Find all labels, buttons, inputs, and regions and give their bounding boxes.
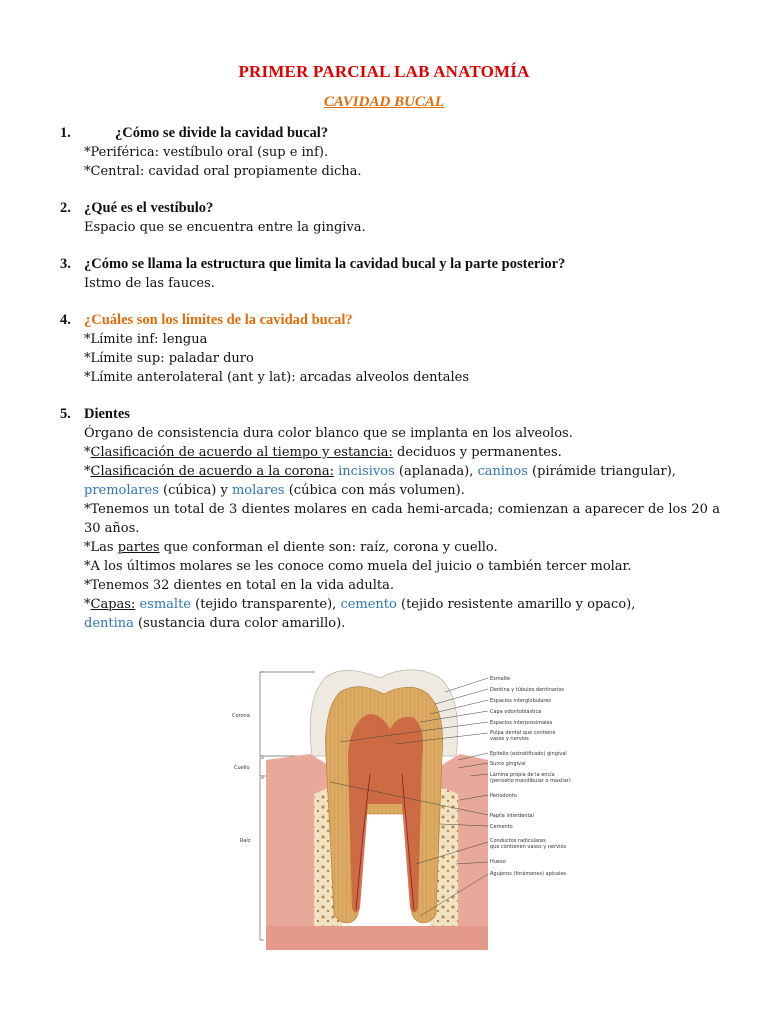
answer-line: *Las partes que conforman el diente son: raíz, corona y cuello. [84, 540, 498, 555]
answer-line: *Límite sup: paladar duro [84, 351, 254, 366]
answer-line: *Periférica: vestíbulo oral (sup e inf). [84, 145, 329, 160]
question-text: ¿Cómo se divide la cavidad bucal? [115, 125, 329, 141]
label-lamina-propia-2: (periostio mandibular o maxilar) [490, 778, 571, 784]
label-surco-gingival: Surco gingival [490, 761, 526, 767]
highlight-term: caninos [477, 464, 528, 479]
underlined-term: Clasificación de acuerdo al tiempo y estancia: [90, 445, 393, 460]
label-pulpa: Pulpa dental que contiene [490, 730, 556, 736]
highlight-term: dentina [84, 616, 134, 631]
question-list [60, 124, 720, 633]
label-cuello: Cuello [234, 765, 250, 771]
question-3 [60, 255, 720, 293]
answer-line: *Límite anterolateral (ant y lat): arcadas alveolos dentales [84, 370, 470, 385]
question-number: 5. [60, 406, 71, 422]
answer [60, 424, 720, 633]
question-4 [60, 311, 720, 387]
highlight-term: premolares [84, 483, 159, 498]
answer-line: *Capas: esmalte (tejido transparente), cemento (tejido resistente amarillo y opaco), [84, 597, 636, 612]
question-5 [60, 405, 720, 633]
label-agujeros: Agujeros (forámenes) apicales [490, 871, 567, 877]
answer-line: premolares (cúbica) y molares (cúbica con más volumen). [84, 483, 465, 498]
label-espacios-interprosimales: Espacios interprosimales [490, 720, 553, 726]
answer-line: *A los últimos molares se les conoce como muela del juicio o también tercer molar. [84, 559, 632, 574]
question-text: ¿Cuáles son los límites de la cavidad bucal? [84, 312, 353, 328]
label-espacios-interglobulares: Espacios interglobulares [490, 698, 552, 704]
label-hueso: Hueso [490, 859, 506, 865]
answer [60, 330, 720, 387]
label-lamina-propia: Lámina propia de la encía [490, 772, 555, 778]
answer-line: Espacio que se encuentra entre la gingiva. [84, 220, 366, 235]
label-conductos: Conductos radiculares [490, 838, 546, 844]
question-text: Dientes [84, 406, 130, 422]
underlined-term: Capas: [90, 597, 136, 612]
answer-line: Órgano de consistencia dura color blanco que se implanta en los alveolos. [84, 426, 573, 441]
tooth-anatomy-figure [230, 664, 595, 950]
gum-base [266, 926, 488, 950]
answer-line: *Clasificación de acuerdo a la corona: incisivos (aplanada), caninos (pirámide triangular), [84, 464, 676, 479]
question-text: ¿Cómo se llama la estructura que limita la cavidad bucal y la parte posterior? [84, 256, 566, 272]
label-esmalte: Esmalte [490, 676, 511, 682]
label-papila: Papila interdental [490, 813, 534, 819]
answer-line: *Límite inf: lengua [84, 332, 208, 347]
question-number: 2. [60, 200, 71, 216]
label-raiz: Raíz [240, 838, 251, 844]
answer-line: *Tenemos 32 dientes en total en la vida adulta. [84, 578, 394, 593]
label-dentina: Dentina y túbulos dentinarios [490, 687, 565, 693]
page-title: PRIMER PARCIAL LAB ANATOMÍA [238, 62, 530, 81]
question-number: 1. [60, 125, 71, 141]
answer-line: *Central: cavidad oral propiamente dicha. [84, 164, 362, 179]
question-1 [60, 124, 720, 181]
label-periodonto: Periodonto [490, 793, 517, 799]
answer-line: *Clasificación de acuerdo al tiempo y estancia: deciduos y permanentes. [84, 445, 562, 460]
answer [60, 143, 720, 181]
answer [60, 218, 720, 237]
question-number: 4. [60, 312, 71, 328]
answer [60, 274, 720, 293]
label-conductos-2: que contienen vasos y nervios [490, 844, 567, 850]
answer-line: Istmo de las fauces. [84, 276, 215, 291]
answer-line: *Tenemos un total de 3 dientes molares en cada hemi-arcada; comienzan a aparecer de los 20 a 30 años. [84, 502, 720, 536]
question-text: ¿Qué es el vestíbulo? [84, 200, 214, 216]
label-epitelio: Epitelio (estratificado) gingival [490, 751, 567, 757]
label-corona: Corona [232, 713, 250, 719]
page-subtitle: CAVIDAD BUCAL [323, 94, 445, 110]
answer-line: dentina (sustancia dura color amarillo). [84, 616, 346, 631]
highlight-term: esmalte [139, 597, 191, 612]
highlight-term: incisivos [338, 464, 395, 479]
right-labels [490, 676, 571, 877]
highlight-term: molares [231, 483, 285, 498]
question-number: 3. [60, 256, 71, 272]
question-2 [60, 199, 720, 237]
label-pulpa-2: vasos y nervios [490, 736, 529, 742]
label-cemento: Cemento [490, 824, 513, 830]
underlined-term: Clasificación de acuerdo a la corona: [90, 464, 334, 479]
highlight-term: cemento [340, 597, 397, 612]
underlined-term: partes [117, 540, 160, 555]
label-capa-odontoblastica: Capa odontoblástica [490, 709, 542, 715]
